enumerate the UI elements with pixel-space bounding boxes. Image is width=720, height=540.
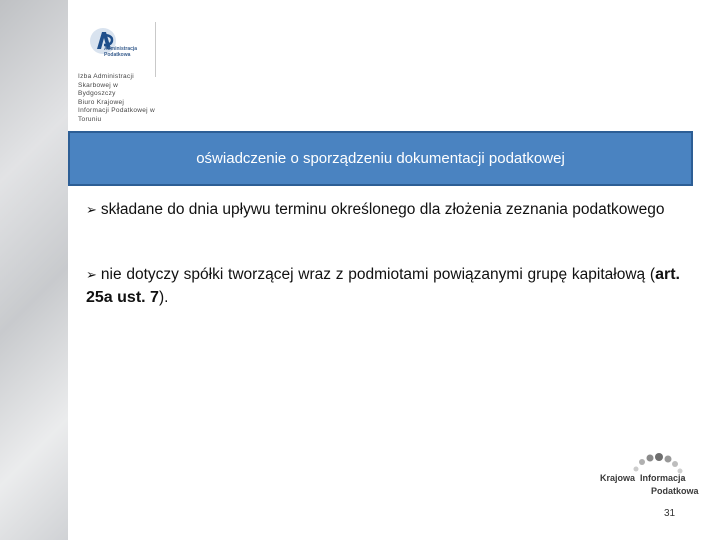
logo-text-line2: Podatkowa [104,52,131,58]
slide-title: oświadczenie o sporządzeniu dokumentacji podatkowej [196,150,565,167]
logo-text [104,46,152,58]
kip-word-krajowa: Krajowa [600,473,636,483]
kip-word-podatkowa: Podatkowa [651,486,699,496]
page-number: 31 [664,508,676,519]
organization-name [78,73,168,125]
left-decorative-strip [0,0,68,540]
bullet-text: składane do dnia upływu terminu określonego dla złożenia zeznania podatkowego [100,201,665,218]
bullet-item-2 [86,264,680,309]
bullet-text-end: ). [158,289,169,306]
arrow-bullet-icon: ➢ [86,203,97,218]
org-line: Informacji Podatkowej w [78,107,155,115]
org-line: Toruniu [78,115,102,123]
kip-word-informacja: Informacja [640,473,686,483]
org-line: Skarbowej w [78,81,119,89]
org-line: Bydgoszczy [78,90,116,98]
org-line: Biuro Krajowej [78,98,125,106]
bullet-item-1 [86,199,680,222]
logo-text-line1: Administracja [104,46,138,52]
kip-logo-graphic [594,448,704,512]
logo-divider [155,22,156,77]
slide-title-bar [68,131,693,186]
legal-reference: art. 25a ust. 7 [86,266,680,306]
arrow-bullet-icon: ➢ [86,268,97,283]
org-line: Izba Administracji [78,73,134,80]
krajowa-informacja-podatkowa-logo [594,448,704,512]
bullet-text: nie dotyczy spółki tworzącej wraz z podmiotami powiązanymi grupę kapitałową ( [100,266,656,283]
